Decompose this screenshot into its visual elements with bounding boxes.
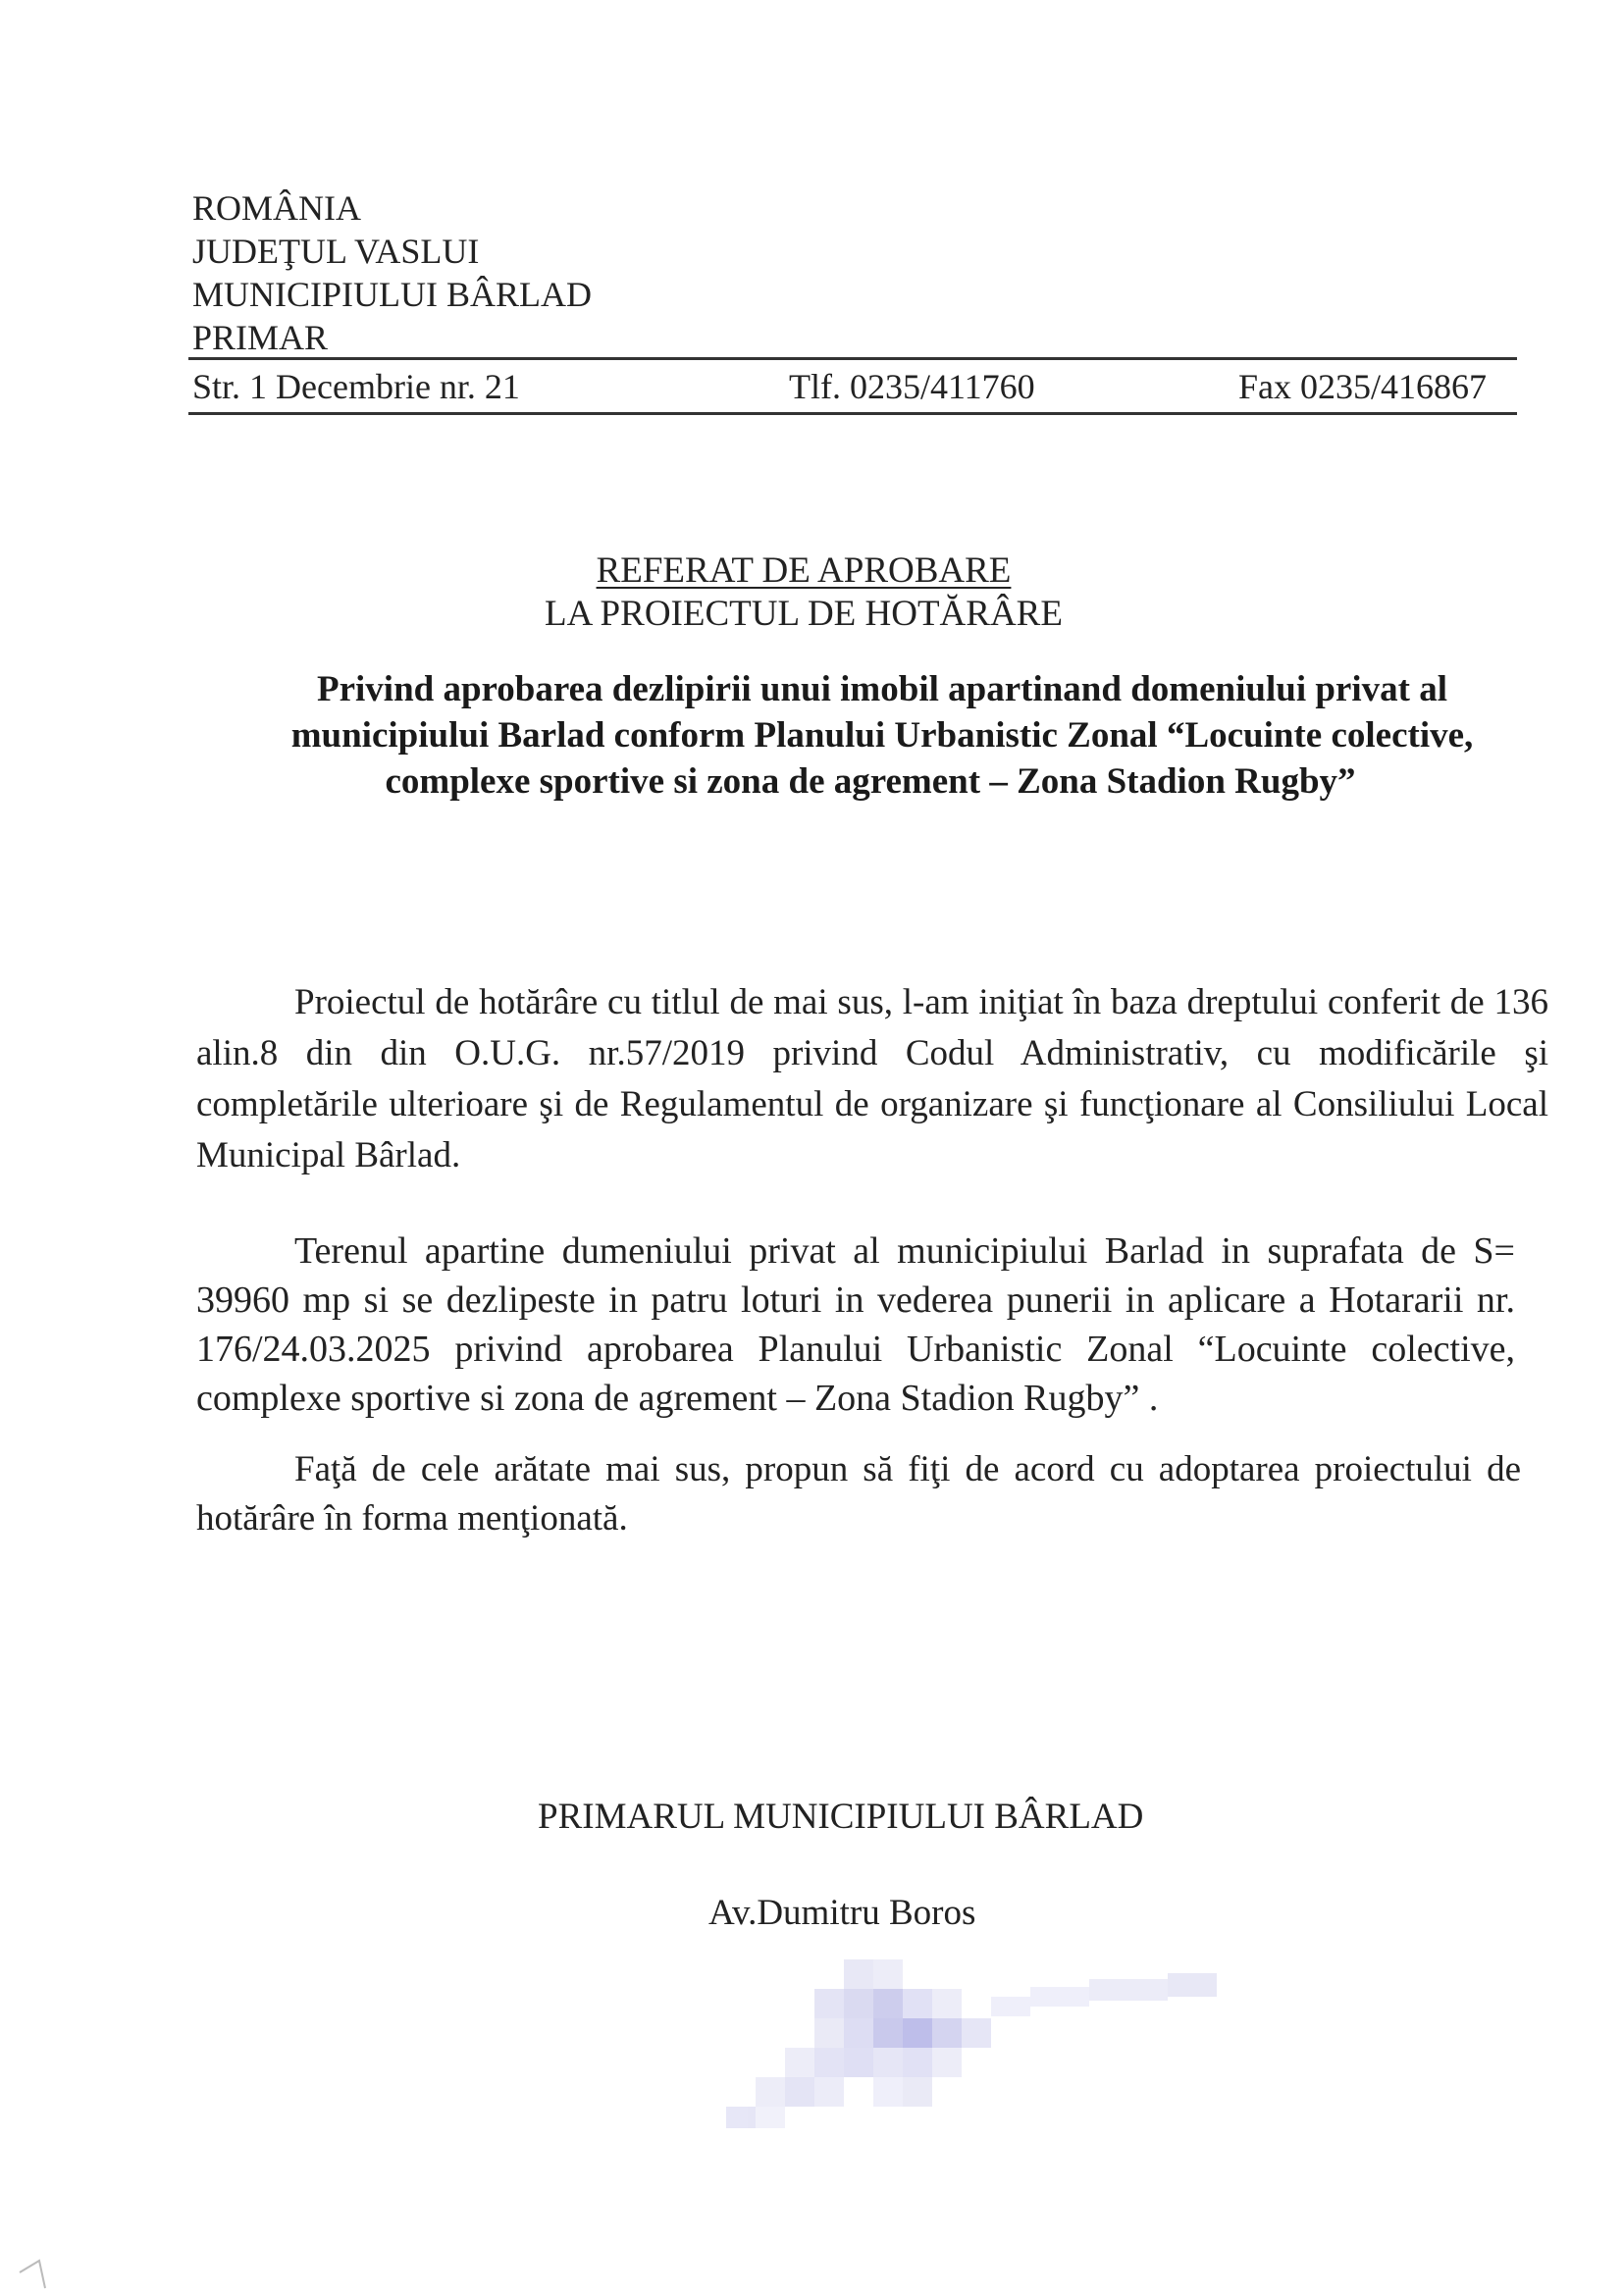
document-subtitle: LA PROIECTUL DE HOTĂRÂRE — [545, 594, 1063, 634]
header-country: ROMÂNIA — [192, 188, 362, 228]
signatory-name: Av.Dumitru Boros — [708, 1893, 976, 1933]
signatory-title: PRIMARUL MUNICIPIULUI BÂRLAD — [538, 1797, 1144, 1837]
subject-line-1: Privind aprobarea dezlipirii unui imobil apartinand domeniului privat al — [316, 669, 1447, 709]
header-address: Str. 1 Decembrie nr. 21 — [192, 367, 520, 406]
header-phone: Tlf. 0235/411760 — [789, 367, 1035, 406]
header-fax: Fax 0235/416867 — [1238, 367, 1488, 406]
header-municipality: MUNICIPIULUI BÂRLAD — [192, 275, 592, 314]
subject-line-3: complexe sportive si zona de agrement – Zona Stadion Rugby” — [385, 761, 1356, 802]
body-paragraph-2: Terenul apartine dumeniului privat al municipiului Barlad in suprafata de S= 39960 mp si se dezlipeste in patru loturi in vederea punerii in aplicare a Hotararii nr. 176/24.03.2025 privind aprobarea Planului Urbanistic Zonal “Locuinte colective, complexe sportive si zona de agrement – Zona Stadion Rugby” . — [196, 1230, 1515, 1419]
document-title-text: REFERAT DE APROBARE — [596, 550, 1012, 591]
body-paragraph-3: Faţă de cele arătate mai sus, propun să fiţi de acord cu adoptarea proiectului de hotărâre în forma menţionată. — [196, 1449, 1521, 1539]
header-rule-bottom — [188, 412, 1517, 415]
document-title — [0, 549, 1615, 593]
scan-corner-mark — [14, 2253, 53, 2292]
header-county: JUDEŢUL VASLUI — [192, 232, 480, 271]
body-paragraph-1: Proiectul de hotărâre cu titlul de mai sus, l-am iniţiat în baza dreptului conferit de 136 alin.8 din din O.U.G. nr.57/2019 privind Codul Administrativ, cu modificările şi completările ulterioare şi de Regulamentul de organizare şi funcţionare al Consiliului Local Municipal Bârlad. — [196, 982, 1548, 1175]
handwritten-signature-pixelated — [707, 1948, 1236, 2134]
header-rule-top — [188, 357, 1517, 360]
header-office: PRIMAR — [192, 318, 329, 357]
subject-line-2: municipiului Barlad conform Planului Urbanistic Zonal “Locuinte colective, — [290, 715, 1474, 756]
